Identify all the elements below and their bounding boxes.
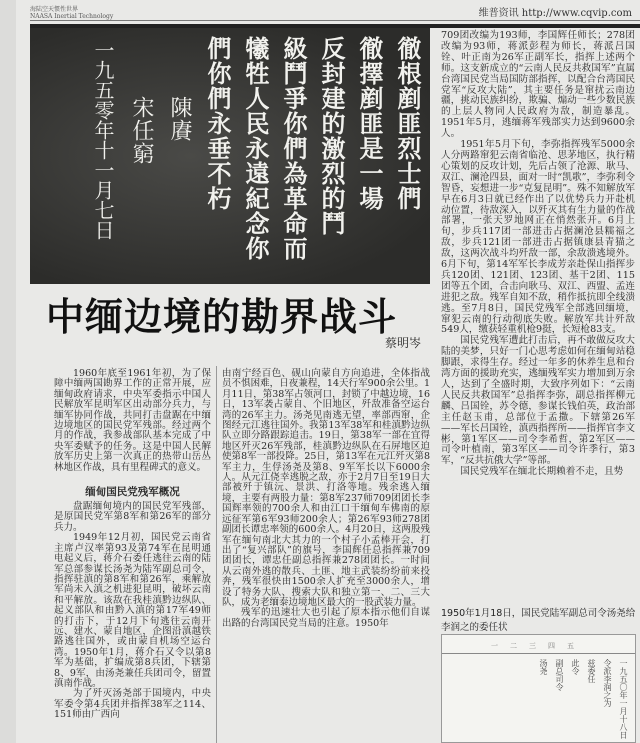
calligraphy-line: 級鬥爭你們為革命而 <box>279 36 308 261</box>
article-title: 中缅边境的勘界战斗 <box>46 295 398 339</box>
paragraph: 1960年底至1961年初，为了保障中缅两国勘界工作的正常开展，应缅甸政府请求，中央军委指示中国人民解放军昆明军区出动部分兵力，与缅军协同作战，共同打击盘踞在中缅边境地区的国民党军残部。经过两个月的作战，我参战部队基本完成了中央军委赋予的任务。这是中国人民解放军历史上第一次真正的热带山岳丛林地区作战，具有里程碑式的意义。 <box>54 368 211 473</box>
page-gutter <box>0 0 16 743</box>
column-divider <box>216 366 217 743</box>
article-column-left <box>54 369 211 721</box>
calligraphy-line: 徹擇剷匪是一場 <box>355 36 384 211</box>
calligraphy-line: 犧牲人民永遠紀念你 <box>241 36 270 261</box>
calligraphy-line: 們你們永垂不朽 <box>203 36 232 211</box>
paragraph: 盘踞缅甸境内的国民党军残部，是原国民党军第8军和第26军的部分兵力。 <box>54 501 211 533</box>
calligraphy-date: 一九五零年十一月七日 <box>91 40 115 240</box>
calligraphy-signature: 陳賡 <box>167 96 192 142</box>
article-column-right <box>441 31 635 478</box>
journal-name-cn: 海陆空天惯性世界 <box>30 6 79 13</box>
section-heading: 缅甸国民党残军概况 <box>85 486 180 499</box>
appointment-document-image <box>441 634 636 743</box>
calligraphy-line: 徹根剷匪烈士們 <box>393 36 422 211</box>
paragraph: 由南宁经百色、砚山向蒙自方向追进，全体指战员不惧困难，日夜兼程，14天行军900余公里。1月11日，第38军占领河口，封锁了中越边境，16日，13军袭占蒙自、个旧地区，歼敌准备空运台湾的26军主力。汤尧见南逃无望，率部西窜，企图经元江逃往国外。我第13军38军和桂滇黔边纵队立即分路跟踪追击。19日，第38军一部在宜得地区歼灭26军残部，桂滇黔边纵队在石屏地区迫使第8军一部投降。25日，第13军在元江歼灭第8军主力，生俘汤尧及第8、9军军长以下6000余人。从元江侥幸逃脱之敌，亦于2月7日至19日大部被歼于镇沅、景洪、打洛等地。残余逃入缅境，主要有两股力量：第8军237师709团团长李国辉率领的700余人和由江口干缅甸车佛南的原远征军第6军93师200余人；第26军93师278团副团长谭忠率领的600余人。4月20日，这两股残军在缅句南北大其力的一个村子小孟棒开会，打出了“复兴部队”的旗号，李国辉任总指挥兼709团团长，谭忠任副总指挥兼278团团长。一时间从云南外逃的散兵、土匪、地主武装纷纷前来投奔，残军很快由1500余人扩充至3000余人，增设了特务大队、搜索大队和独立第一、二、三大队，成为老缅泰边境地区最大的一股武装力量。 <box>222 368 430 608</box>
journal-header <box>30 6 113 20</box>
paragraph: 国民党残军遭此打击后，再不敢做反攻大陆的美梦，只好一门心思考虑如何在缅甸站稳脚跟，求得生存。经过一年多的休养生息和台湾方面的援助充实，逃缅残军实力增加到万余人，达到了全盛时期，大致序列如下：“云南人民反共救国军”总指挥李弥，副总指挥柳元麟、吕国铨，苏令德，参谋长钱伯英，政治部主任赵玉甫，总部位于孟撒。下辖第26军——军长吕国铨，滇西指挥所——指挥官李文彬，第1军区——司令李希哲，第2军区——司令叶植南，第3军区——司令许季行，第3军，“反共抗俄大学”等部。 <box>441 335 635 467</box>
paragraph: 残军的迅速壮大也引起了原本指示他们自谋出路的台湾国民党当局的注意。1950年 <box>222 607 430 629</box>
paragraph: 为了歼灭汤尧部于国境内，中央军委令第4兵团并指挥38军之114、151师由广西向 <box>54 688 211 721</box>
calligraphy-line: 反封建的激烈的鬥 <box>317 36 346 236</box>
handwriting: 一九五〇年一月十八日 令派李润之为 兹委任 此令 副总司令 汤尧 <box>539 659 628 739</box>
paragraph: 1951年5月下旬，李弥指挥残军5000余人分两路窜犯云南省临沧、思茅地区，执行精心策划的反攻计划，先后占领了沧源、耿马、双江、澜沧四县，面对一时“凯歌”，李弥利令智昏，妄想进一步“克复昆明”。殊不知解放军早在6月3日就已经作出了以优势兵力开赴机动位置，待敌深入，以歼灭其有生力量的作战部署，一张天罗地网正在悄然张开。6月上旬，步兵117团一部进击占据澜沧县糯福之敌，步兵121团一部进击占据镇康县青猫之敌，这两次战斗均歼敌一部，余敌溃逃境外。6月下旬，第14军军长李成芳亲赴保山指挥步兵120团、121团、123团、基干2团、115团等五个团，合击向耿马、双江、西盟、孟连进犯之敌。残军自知不敌，稍作抵抗即全线溃逃。至7月8日，国民党残军全部逃回缅境，窜犯云南的行动彻底失败。解放军共计歼敌549人，缴获轻重机枪9挺，长短枪83支。 <box>441 139 635 336</box>
article-column-middle <box>222 369 430 629</box>
site-watermark: 维普资讯 http://www.cqvip.com <box>478 8 632 19</box>
calligraphy-signature: 宋任窮 <box>129 96 154 165</box>
calligraphy-photo <box>30 28 430 284</box>
paragraph: 国民党残军在缅北长期赖着不走，且势 <box>460 466 624 478</box>
figure-caption: 1950年1月18日，国民党陆军副总司令汤尧给李润之的委任状 <box>441 608 636 633</box>
article-author: 蔡明岑 <box>385 336 422 350</box>
document-letterhead: 一二三四五 <box>442 641 635 654</box>
paragraph: 1949年12月初，国民党云南省主席卢汉率第93及第74军在昆明通电起义后，蒋介石委任逃往云南的陆军总部参谋长汤尧为陆军副总司令，指挥驻滇的第8军和第26军，乘解放军尚未入滇之机进犯昆明，破坏云南和平解放。该敌在我桂滇黔边纵队、起义部队和由黔入滇的第17军49师的打击下，于12月下旬逃往云南开远、建水、蒙自地区，企图沿滇越铁路逃往国外，或由蒙自机场空运台湾。1950年1月，蒋介石又令以第8军为基础，扩编成第8兵团，下辖第8、9军，由汤尧兼任兵团司令，留置滇南作战。 <box>54 532 211 689</box>
paragraph: 709团改编为193师，李国辉任师长；278团改编为93师，蒋派彭程为师长，蒋派吕国铨、叶正南为26军正副军长，指挥上述两个师。这支新成立的“云南人民反共救国军”直属台湾国民党当局国防部指挥，以配合台湾国民党军“反攻大陆”，其主要任务是窜扰云南边疆，挑动民族纠纷，欺骗、煽动一些少数民族的上层人物同人民政府为敌，制造暴乱。1951年5月，逃缅蒋军残部实力达到9600余人。 <box>441 30 635 140</box>
header-rule <box>30 20 640 21</box>
journal-name-en: NAASA Inertial Technology <box>30 13 114 20</box>
calligraphy-text <box>78 36 422 276</box>
